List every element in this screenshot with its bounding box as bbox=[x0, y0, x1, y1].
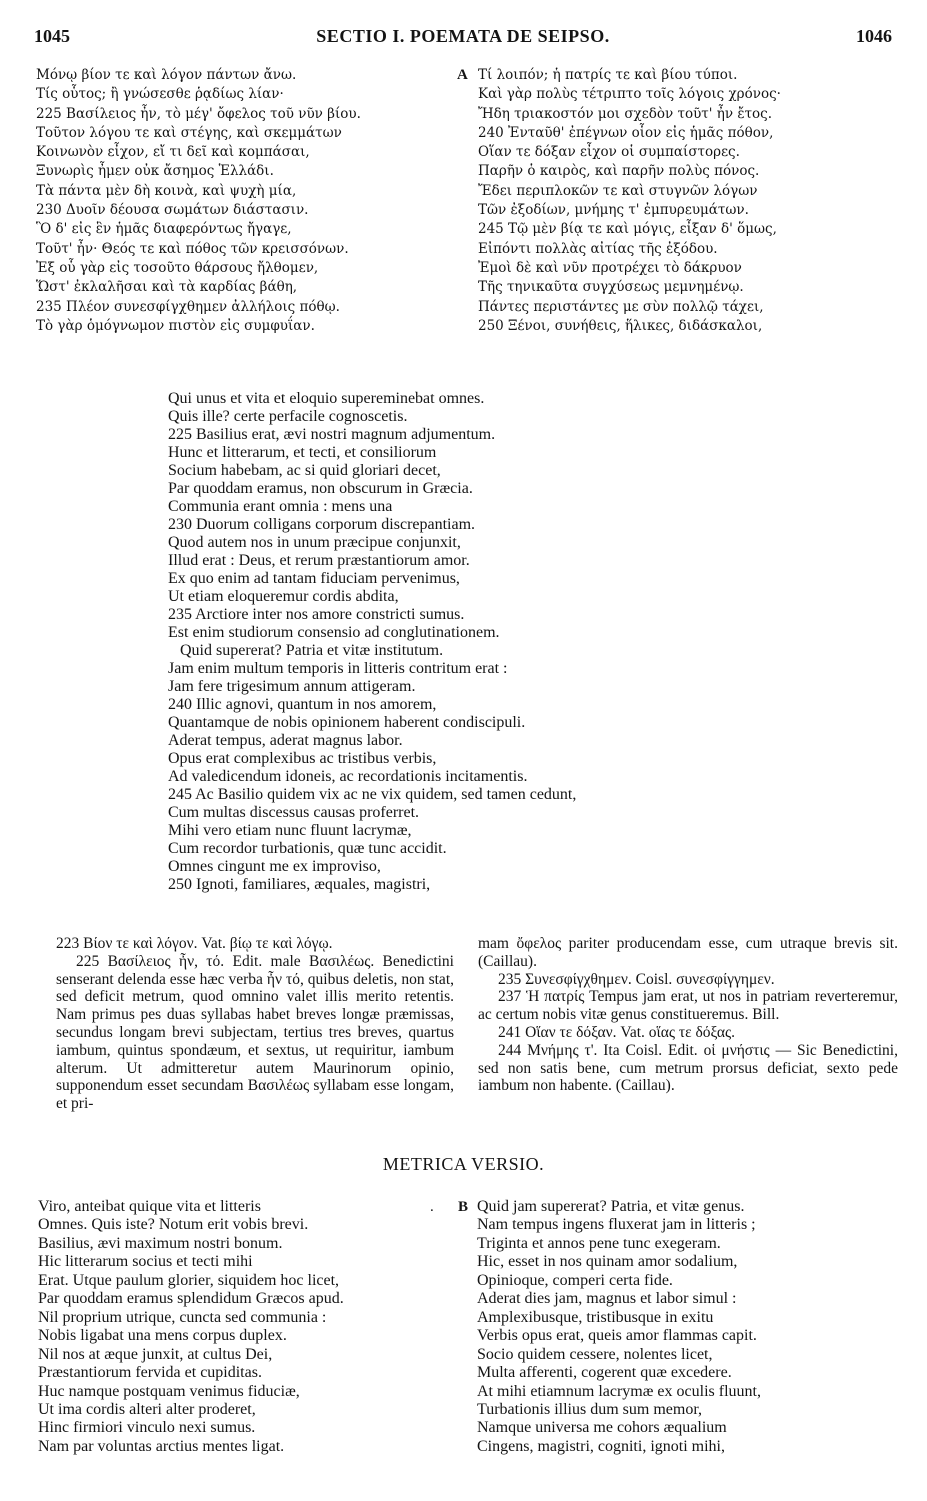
metrica-verse: At mihi etiamnum lacrymæ ex oculis fluunt, bbox=[477, 1382, 761, 1400]
metrica-verse: Socio quidem cessere, nolentes licet, bbox=[477, 1345, 713, 1363]
latin-verse: Jam enim multum temporis in litteris contritum erat : bbox=[168, 660, 508, 678]
metrica-verse: Nobis ligabat una mens corpus duplex. bbox=[38, 1327, 287, 1345]
latin-verse: 250 Ignoti, familiares, æquales, magistri, bbox=[168, 876, 431, 894]
greek-verse: Τῶν ἐξοδίων, μνήμης τ' ἐμπυρευμάτων. bbox=[478, 202, 749, 219]
critical-note: mam ὄφελος pariter producendam esse, cum utraque brevis sit. (Caillau). bbox=[478, 935, 898, 970]
latin-verse: Communia erant omnia : mens una bbox=[168, 498, 393, 516]
critical-note: 241 Οἵαν τε δόξαν. Vat. οἵας τε δόξας. bbox=[498, 1023, 735, 1041]
column-marker-a: A bbox=[457, 67, 468, 83]
latin-verse: 235 Arctiore inter nos amore constricti sumus. bbox=[168, 606, 465, 624]
greek-verse: Ὃ δ' εἰς ἓν ἡμᾶς διαφερόντως ἤγαγε, bbox=[36, 221, 292, 238]
metrica-verse: Cingens, magistri, cogniti, ignoti mihi, bbox=[477, 1437, 725, 1455]
latin-verse: Ad valedicendum idoneis, ac recordationis incitamentis. bbox=[168, 768, 528, 786]
greek-verse: Τῆς τηνικαῦτα συγχύσεως μεμνημένῳ. bbox=[478, 279, 744, 296]
metrica-verse: Verbis opus erat, queis amor flammas capit. bbox=[477, 1327, 757, 1345]
greek-verse: Ἐξ οὗ γὰρ εἰς τοσοῦτο θάρσους ἤλθομεν, bbox=[36, 259, 319, 276]
latin-verse: Illud erat : Deus, et rerum præstantiorum amor. bbox=[168, 552, 470, 570]
metrica-verse: Hinc firmiori vinculo nexi sumus. bbox=[38, 1419, 256, 1437]
latin-verse: 245 Ac Basilio quidem vix ac ne vix quidem, sed tamen cedunt, bbox=[168, 786, 577, 804]
latin-verse: Hunc et litterarum, et tecti, et consiliorum bbox=[168, 444, 437, 462]
greek-verse: Εἰπόντι πολλὰς αἰτίας τῆς ἐξόδου. bbox=[478, 240, 718, 257]
metrica-verse: Hic litterarum socius et tecti mihi bbox=[38, 1253, 253, 1271]
notes-right-column bbox=[478, 935, 898, 1095]
latin-verse: Quantamque de nobis opinionem haberent condiscipuli. bbox=[168, 714, 526, 732]
greek-verse: Ἔδει περιπλοκῶν τε καὶ στυγνῶν λόγων bbox=[478, 182, 758, 199]
critical-note: 225 Βασίλειος ἦν, τό. Edit. male Βασιλέως. Benedictini senserant delenda esse hæc verba ἦν τό, quibus deletis, non stat, sed deficit metrum, quod omnino valet illis merito retentis. Nam primus pes duas syllabas habet breves longæ præmissas, secundus longam brevi subjectam, tertius tres breves, quartus iambum, quintus spondæum, et sextus, ut requiritur, iambum alterum. Ut admitteretur autem Maurinorum opinio, supponendum esset secundam Βασιλέως syllabam esse longam, et pri- bbox=[56, 952, 454, 1113]
page-header bbox=[34, 26, 892, 50]
metrica-verse: Viro, anteibat quique vita et litteris bbox=[38, 1198, 261, 1215]
critical-note: 235 Συνεσφίγχθημεν. Coisl. συνεσφίγγημεν. bbox=[498, 970, 775, 988]
metrica-verse: Quid jam supererat? Patria, et vitæ genus. bbox=[477, 1198, 745, 1215]
greek-verse: Ἤδη τριακοστόν μοι σχεδὸν τοῦτ' ἦν ἔτος. bbox=[478, 105, 773, 122]
metrica-verse: Huc namque postquam venimus fiduciæ, bbox=[38, 1382, 300, 1400]
greek-verse: Τοῦτον λόγου τε καὶ στέγης, καὶ σκεμμάτων bbox=[36, 124, 342, 141]
latin-translation bbox=[168, 390, 728, 894]
metrica-verse: Præstantiorum fervida et cupiditas. bbox=[38, 1364, 262, 1382]
page-number-left: 1045 bbox=[34, 26, 70, 46]
metrica-verse: Omnes. Quis iste? Notum erit vobis brevi. bbox=[38, 1216, 309, 1234]
greek-verse: Οἵαν τε δόξαν εἶχον οἱ συμπαίστορες. bbox=[478, 144, 740, 161]
latin-verse: Omnes cingunt me ex improviso, bbox=[168, 858, 381, 876]
latin-verse: 240 Illic agnovi, quantum in nos amorem, bbox=[168, 696, 437, 714]
notes-left-column bbox=[56, 935, 454, 1113]
greek-verse: 225 Βασίλειος ἦν, τὸ μέγ' ὄφελος τοῦ νῦν βίου. bbox=[36, 105, 361, 122]
metrica-verse: Erat. Utque paulum glorier, siquidem hoc licet, bbox=[38, 1271, 340, 1289]
metrica-verse: Nil nos at æque junxit, at cultus Dei, bbox=[38, 1345, 273, 1363]
latin-verse: Qui unus et vita et eloquio supereminebat omnes. bbox=[168, 390, 485, 407]
running-title: SECTIO I. POEMATA DE SEIPSO. bbox=[316, 26, 610, 46]
latin-verse: Quid supererat? Patria et vitæ institutum. bbox=[168, 642, 444, 660]
metrica-verse: Nam par voluntas arctius mentes ligat. bbox=[38, 1437, 285, 1455]
latin-verse: Mihi vero etiam nunc fluunt lacrymæ, bbox=[168, 822, 412, 840]
metrica-verse: Ut ima cordis alteri alter proderet, bbox=[38, 1400, 256, 1418]
greek-verse: Παρῆν ὁ καιρὸς, καὶ παρῆν πολὺς πόνος. bbox=[478, 163, 760, 180]
greek-verse: 230 Δυοῖν δέουσα σωμάτων διάστασιν. bbox=[36, 202, 309, 219]
greek-verse: 250 Ξένοι, συνήθεις, ἥλικες, διδάσκαλοι, bbox=[478, 317, 763, 334]
metrica-verse: Multa afferenti, cogerent quæ excedere. bbox=[477, 1364, 732, 1382]
latin-verse: 225 Basilius erat, ævi nostri magnum adjumentum. bbox=[168, 426, 496, 444]
greek-verse: Ἐμοὶ δὲ καὶ νῦν προτρέχει τὸ δάκρυον bbox=[478, 259, 742, 276]
latin-verse: Quis ille? certe perfacile cognoscetis. bbox=[168, 408, 408, 426]
greek-verse: Κοινωνὸν εἶχον, εἴ τι δεῖ καὶ κομπάσαι, bbox=[36, 144, 310, 161]
critical-note: 223 Βίον τε καὶ λόγον. Vat. βίῳ τε καὶ λόγῳ. bbox=[56, 935, 333, 952]
metrica-left-column bbox=[38, 1198, 448, 1456]
greek-verse: Μόνῳ βίον τε καὶ λόγον πάντων ἄνω. bbox=[36, 67, 297, 83]
metrica-verse: Aderat dies jam, magnus et labor simul : bbox=[477, 1290, 737, 1308]
metrica-verse: Opinioque, comperi certa fide. bbox=[477, 1271, 673, 1289]
column-marker-b: B bbox=[458, 1199, 469, 1215]
greek-verse: Τὰ πάντα μὲν δὴ κοινὰ, καὶ ψυχὴ μία, bbox=[36, 182, 297, 199]
latin-verse: 230 Duorum colligans corporum discrepantiam. bbox=[168, 516, 476, 534]
latin-verse: Quod autem nos in unum præcipue conjunxit, bbox=[168, 534, 461, 552]
greek-verse: 245 Τῷ μὲν βίᾳ τε καὶ μόγις, εἶξαν δ' ὅμως, bbox=[478, 221, 777, 238]
metrica-verse: Triginta et annos pene tunc exegeram. bbox=[477, 1234, 721, 1252]
latin-verse: Socium habebam, ac si quid gloriari decet, bbox=[168, 462, 441, 480]
metrica-verse: Nam tempus ingens fluxerat jam in litteris ; bbox=[477, 1216, 756, 1234]
greek-text-right-column bbox=[478, 66, 898, 336]
section-title: METRICA VERSIO. bbox=[382, 1154, 545, 1174]
metrica-verse: Hic, esset in nos quinam amor sodalium, bbox=[477, 1253, 738, 1271]
latin-verse: Cum recordor turbationis, quæ tunc accidit. bbox=[168, 840, 447, 858]
metrica-verse: Basilius, ævi maximum nostri bonum. bbox=[38, 1234, 283, 1252]
greek-verse: Τί λοιπόν; ἡ πατρίς τε καὶ βίου τύποι. bbox=[478, 67, 738, 83]
latin-verse: Aderat tempus, aderat magnus labor. bbox=[168, 732, 403, 750]
latin-verse: Ut etiam eloqueremur cordis abdita, bbox=[168, 588, 399, 606]
metrica-verse: Amplexibusque, tristibusque in exitu bbox=[477, 1308, 714, 1326]
latin-verse: Jam fere trigesimum annum attigeram. bbox=[168, 678, 416, 696]
greek-verse: Πάντες περιστάντες με σὺν πολλῷ τάχει, bbox=[478, 298, 764, 315]
greek-verse: Τοῦτ' ἦν· Θεός τε καὶ πόθος τῶν κρεισσόνων. bbox=[36, 240, 349, 257]
critical-note: 237 Ἡ πατρίς Tempus jam erat, ut nos in patriam reverteremur, ac certum nobis vitæ genus constitueremus. Bill. bbox=[478, 988, 898, 1024]
latin-verse: Par quoddam eramus, non obscurum in Græcia. bbox=[168, 480, 473, 498]
metrica-verse: Nil proprium utrique, cuncta sed communia : bbox=[38, 1308, 327, 1326]
greek-text-left-column bbox=[36, 66, 454, 336]
metrica-verse: Par quoddam eramus splendidum Græcos apud. bbox=[38, 1290, 344, 1308]
critical-note: 244 Μνήμης τ'. Ita Coisl. Edit. οἱ μνήστις — Sic Benedictini, sed non satis bene, cum metrum prorsus deficiat, sexto pede iambum non habente. (Caillau). bbox=[478, 1041, 898, 1095]
greek-verse: Ὥστ' ἐκλαλῆσαι καὶ τὰ καρδίας βάθη, bbox=[36, 279, 298, 296]
column-dot: . bbox=[430, 1199, 434, 1215]
greek-verse: Τίς οὗτος; ἢ γνώσεσθε ῥᾳδίως λίαν· bbox=[36, 86, 284, 103]
greek-verse: Ξυνωρὶς ἦμεν οὐκ ἄσημος Ἑλλάδι. bbox=[36, 163, 274, 180]
greek-verse: 240 Ἐνταῦθ' ἐπέγνων οἷον εἰς ἡμᾶς πόθον, bbox=[478, 124, 774, 141]
latin-verse: Opus erat complexibus ac tristibus verbis, bbox=[168, 750, 437, 768]
greek-verse: Τὸ γὰρ ὁμόγνωμον πιστὸν εἰς συμφυΐαν. bbox=[36, 317, 315, 334]
greek-verse: Καὶ γὰρ πολὺς τέτριπτο τοῖς λόγοις χρόνος· bbox=[478, 86, 781, 103]
latin-verse: Ex quo enim ad tantam fiduciam pervenimus, bbox=[168, 570, 460, 588]
metrica-verse: Turbationis illius dum sum memor, bbox=[477, 1400, 703, 1418]
metrica-verse: Namque universa me cohors æqualium bbox=[477, 1419, 727, 1437]
metrica-right-column bbox=[477, 1198, 897, 1456]
latin-verse: Est enim studiorum consensio ad conglutinationem. bbox=[168, 624, 500, 642]
latin-verse: Cum multas discessus causas proferret. bbox=[168, 804, 420, 822]
page-number-right: 1046 bbox=[856, 26, 892, 46]
greek-verse: 235 Πλέον συνεσφίγχθημεν ἀλλήλοις πόθῳ. bbox=[36, 298, 340, 315]
